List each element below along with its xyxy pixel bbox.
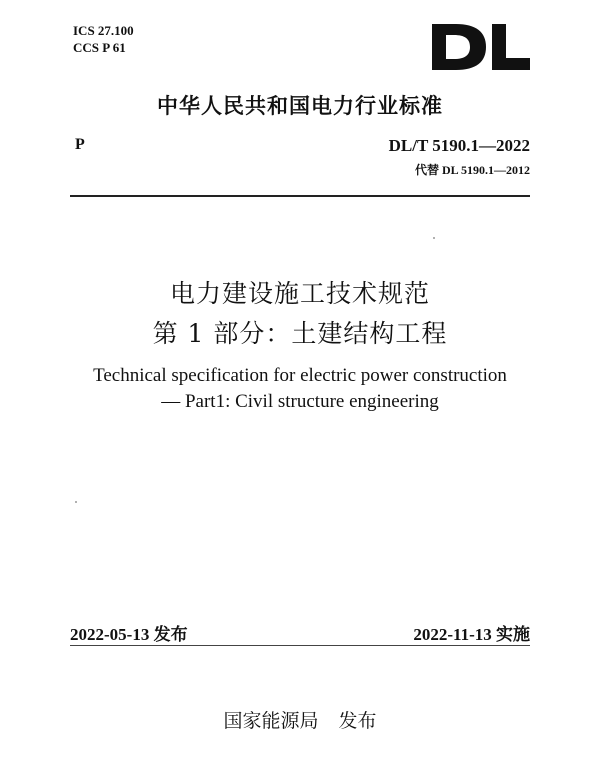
footer-divider bbox=[70, 645, 530, 646]
header-divider bbox=[70, 195, 530, 197]
implementation-date: 2022-11-13 实施 bbox=[413, 625, 530, 644]
standard-number: DL/T 5190.1—2022 bbox=[388, 136, 530, 155]
standard-category-title: 中华人民共和国电力行业标准 bbox=[157, 94, 443, 118]
title-english-line1: Technical specification for electric power construction bbox=[93, 365, 507, 386]
ccs-code: CCS P 61 bbox=[73, 40, 126, 55]
scan-speck bbox=[75, 501, 77, 503]
dl-logo bbox=[432, 24, 530, 70]
title-english-line2: — Part1: Civil structure engineering bbox=[161, 391, 439, 412]
category-letter: P bbox=[75, 136, 85, 153]
title-chinese-line1: 电力建设施工技术规范 bbox=[169, 279, 430, 308]
ics-code: ICS 27.100 bbox=[73, 23, 134, 38]
classification-codes bbox=[73, 22, 134, 56]
issue-date: 2022-05-13 发布 bbox=[70, 625, 188, 644]
title-chinese-line2: 第 1 部分：土建结构工程 bbox=[152, 319, 448, 348]
scan-speck bbox=[433, 237, 435, 239]
replaces-standard: 代替 DL 5190.1—2012 bbox=[414, 163, 530, 177]
issuing-authority: 国家能源局 发布 bbox=[223, 710, 377, 732]
